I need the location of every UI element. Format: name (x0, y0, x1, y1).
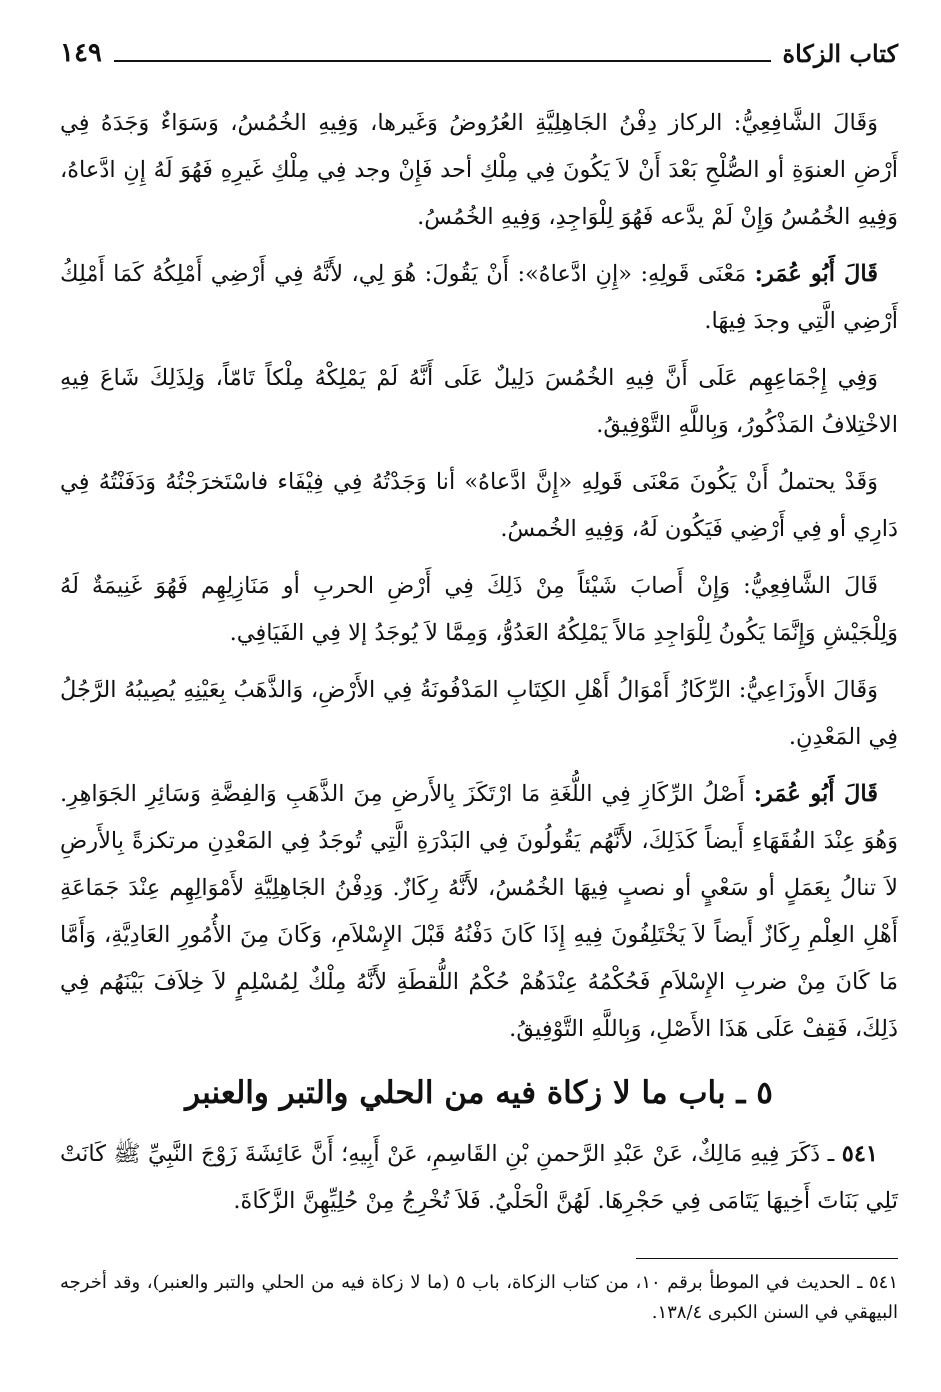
section-heading: ٥ ـ باب ما لا زكاة فيه من الحلي والتبر والعنبر (185, 1075, 773, 1111)
paragraph-1 (60, 100, 898, 241)
page-header (60, 22, 898, 68)
hadith-paragraph (60, 1131, 898, 1225)
speaker-lead: قَالَ أَبُو عُمَر: (753, 781, 878, 807)
paragraph-7 (60, 771, 898, 1053)
footnote-rule (636, 1258, 898, 1259)
paragraph-text: وَفِي إِجْمَاعِهِم عَلَى أَنَّ فِيهِ الخُمُسَ دَلِيلٌ عَلَى أَنَّهُ لَمْ يَمْلِكْهُ مِلْكاً تَامّاً، وَلِذَلِكَ شَاعَ فِيهِ الاخْتِلافُ المَذْكُورُ، وَبِاللَّهِ التَّوْفِيقُ. (60, 365, 898, 438)
footnote: ٥٤١ ـ الحديث في الموطأ برقم ١٠، من كتاب الزكاة، باب ٥ (ما لا زكاة فيه من الحلي والتبر والعنبر)، وقد أخرجه البيهقي في السنن الكبرى ١٣٨/٤. (60, 1272, 899, 1323)
paragraph-text: وَقَالَ الأَوزَاعِيُّ: الرِّكَازُ أَمْوَالُ أَهْلِ الكِتَابِ المَدْفُونَةُ فِي الأَرْضِ، وَالذَّهَبُ بِعَيْنِهِ يُصِيبُهُ الرَّجُلُ فِي المَعْدِنِ. (60, 677, 898, 750)
hadith-number: ٥٤١ (841, 1141, 878, 1167)
paragraph-text: وَقَالَ الشَّافِعِيُّ: الركاز دِفْنُ الجَاهِلِيَّةِ العُرُوضُ وَغَيرها، وَفِيهِ الخُمُسُ، وَسَوَاءٌ وَجَدَهُ فِي أَرْضِ العنوَةِ أو الصُّلْحِ بَعْدَ أَنْ لاَ يَكُونَ فِي مِلْكِ أحد فَإِنْ وجد فِي مِلْكِ غَيرِهِ فَهُوَ لَهُ إِنِ ادَّعاهُ، وَفِيهِ الخُمُسُ وَإِنْ لَمْ يدَّعه فَهُوَ لِلْوَاجِدِ، وَفِيهِ الخُمُسُ. (60, 110, 898, 230)
paragraph-3 (60, 355, 898, 449)
header-rule (114, 60, 771, 62)
main-text (60, 100, 898, 1225)
paragraph-text: وَقَدْ يحتملُ أَنْ يَكُونَ مَعْنَى قَولِهِ «إِنَّ ادَّعاهُ» أنا وَجَدْتُهُ فِي فِيْفَاء فاسْتَخرَجْتُهُ وَدَفَنْتُهُ فِي دَارِي أو فِي أَرْضِي فَيَكُون لَهُ، وَفِيهِ الخُمسُ. (60, 469, 898, 542)
paragraph-2 (60, 251, 898, 345)
paragraph-text: مَعْنَى قَولِهِ: «إِنِ ادَّعاهُ»: أَنْ يَقُولَ: هُوَ لِي، لأَنَّهُ فِي أَرْضِي أَمْلِكُهُ كَمَا أَمْلِكُ أَرْضِي الَّتِي وجدَ فِيهَا. (60, 261, 898, 334)
speaker-lead: قَالَ أَبُو عُمَر: (754, 261, 878, 287)
paragraph-text: قَالَ الشَّافِعِيُّ: وَإِنْ أَصابَ شَيْئاً مِنْ ذَلِكَ فِي أَرْضِ الحربِ أو مَنَازِلِهِم فَهُوَ غَنِيمَةٌ لَهُ وَلِلْجَيْشِ وَإِنَّمَا يَكُونُ لِلْوَاجِدِ مَالاً يَمْلِكُهُ العَدُوُّ، وَمِمَّا لاَ يُوجَدُ إلا فِي الفَيَافِي. (60, 573, 898, 646)
paragraph-5 (60, 563, 898, 657)
paragraph-4 (60, 459, 898, 553)
running-title: كتاب الزكاة (782, 39, 898, 68)
paragraph-text: أَصْلُ الرِّكَازِ فِي اللُّغَةِ مَا ارْتَكَزَ بِالأَرضِ مِنَ الذَّهَبِ وَالفِضَّةِ وَسَائِرِ الجَوَاهِرِ. وَهُوَ عِنْدَ الفُقَهَاءِ أَيضاً كَذَلِكَ، لأَنَّهُم يَقُولُونَ فِي البَدْرَةِ الَّتِي تُوجَدُ فِي المَعْدِنِ مرتكزةً بِالأَرضِ لاَ تنالُ بِعَمَلٍ أو سَعْيٍ أو نصبٍ فِيهَا الخُمُسُ، لأَنَّهُ رِكَازٌ. وَدِفْنُ الجَاهِلِيَّةِ لأَمْوَالِهِم عِنْدَ جَمَاعَةِ أَهْلِ العِلْمِ رِكَازٌ أَيضاً لاَ يَخْتَلِفُونَ فِيهِ إِذَا كَانَ دَفْنُهُ قَبْلَ الإِسْلاَمِ، وَكَانَ مِنَ الأُمُورِ العَادِيَّةِ، وَأَمَّا مَا كَانَ مِنْ ضربِ الإِسْلاَمِ فَحُكْمُهُ عِنْدَهُمْ حُكْمُ اللُّقطَةِ لأَنَّهُ مِلْكٌ لِمُسْلِمٍ لاَ خِلاَفَ بَيْنَهُم فِي ذَلِكَ، فَقِفْ عَلَى هَذَا الأَصْلِ، وَبِاللَّهِ التَّوْفِيقُ. (60, 781, 898, 1042)
paragraph-6 (60, 667, 898, 761)
hadith-text: ـ ذَكَرَ فِيهِ مَالِكٌ، عَنْ عَبْدِ الرَّحمنِ بْنِ القَاسِمِ، عَنْ أَبِيهِ؛ أَنَّ عَائِشَةَ زَوْجَ النَّبِيِّ ﷺ كَانَتْ تَلِي بَنَاتَ أَخِيهَا يَتَامَى فِي حَجْرِهَا. لَهُنَّ الْحَلْيُ. فَلاَ تُخْرِجُ مِنْ حُلِيِّهِنَّ الزَّكَاةَ. (60, 1141, 898, 1214)
page-number: ١٤٩ (60, 38, 102, 68)
